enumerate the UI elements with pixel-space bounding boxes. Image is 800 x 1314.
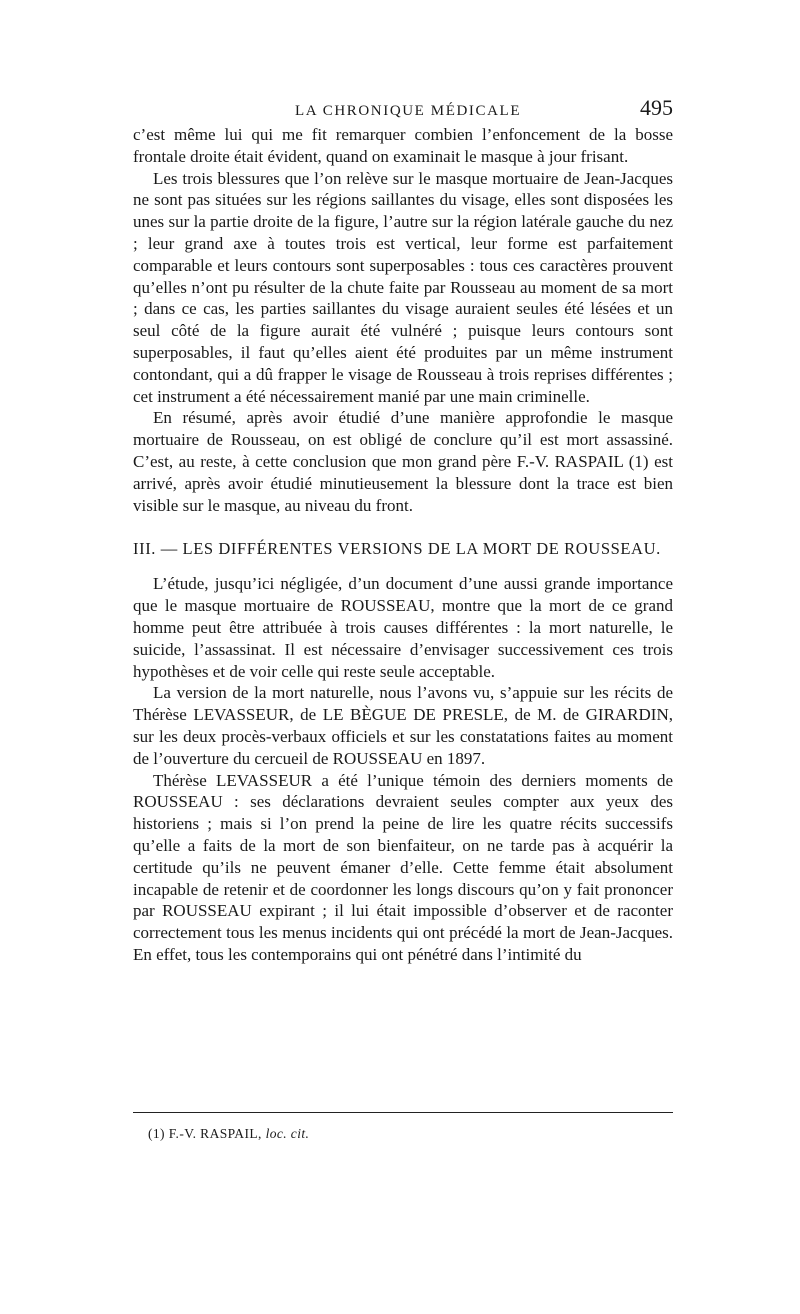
- body-text: [133, 124, 673, 966]
- section-heading: III. — LES DIFFÉRENTES VERSIONS DE LA MORT DE ROUSSEAU.: [133, 539, 661, 559]
- paragraph: En résumé, après avoir étudié d’une manière approfondie le masque mortuaire de Rousseau, on est obligé de conclure qu’il est mort assassiné. C’est, au reste, à cette conclusion que mon grand père F.-V. RASPAIL (1) est arrivé, après avoir étudié minutieusement la blessure dont la trace est bien visible sur le masque, au niveau du front.: [133, 408, 673, 515]
- paragraph: La version de la mort naturelle, nous l’avons vu, s’appuie sur les récits de Thérèse LEVASSEUR, de LE BÈGUE DE PRESLE, de M. de GIRARDIN, sur les deux procès-verbaux officiels et sur les constatations faites au moment de l’ouverture du cercueil de ROUSSEAU en 1897.: [133, 683, 673, 768]
- footnote: [148, 1126, 309, 1142]
- footnote-marker: (1) F.-V. RASPAIL,: [148, 1126, 262, 1141]
- footnote-divider: [133, 1112, 673, 1113]
- page-number: 495: [640, 95, 673, 120]
- paragraph: c’est même lui qui me fit remarquer combien l’enfoncement de la bosse frontale droite était évident, quand on examinait le masque à jour frisant.: [133, 125, 673, 166]
- running-title: LA CHRONIQUE MÉDICALE: [295, 103, 522, 119]
- footnote-reference: loc. cit.: [265, 1126, 310, 1141]
- paragraph: Les trois blessures que l’on relève sur le masque mortuaire de Jean-Jacques ne sont pas situées sur les régions saillantes du visage, elles sont disposées les unes sur la partie droite de la figure, l’autre sur la région latérale gauche du nez ; leur grand axe à toutes trois est vertical, leur forme est parfaitement comparable et leurs contours sont superposables : tous ces caractères prouvent qu’elles n’ont pu résulter de la chute faite par Rousseau au moment de sa mort ; dans ce cas, les parties saillantes du visage auraient seules été lésées et un seul côté de la figure aurait été vulnéré ; puisque leurs contours sont superposables, il faut qu’elles aient été produites par un même instrument contondant, qui a dû frapper le visage de Rousseau à trois reprises différentes ; cet instrument a été nécessairement manié par une main criminelle.: [133, 168, 673, 406]
- paragraph: Thérèse LEVASSEUR a été l’unique témoin des derniers moments de ROUSSEAU : ses déclarations devraient seules compter aux yeux des historiens ; mais si l’on prend la peine de lire les quatre récits successifs qu’elle a faits de la mort de son bienfaiteur, on ne tarde pas à acquérir la certitude qu’ils ne peuvent émaner d’elle. Cette femme était absolument incapable de retenir et de coordonner les longs discours qu’on y fait prononcer par ROUSSEAU expirant ; il lui était impossible d’observer et de raconter correctement tous les menus incidents qui ont précédé la mort de Jean-Jacques. En effet, tous les contemporains qui ont pénétré dans l’intimité du: [133, 770, 673, 964]
- paragraph: L’étude, jusqu’ici négligée, d’un document d’une aussi grande importance que le masque mortuaire de ROUSSEAU, montre que la mort de ce grand homme peut être attribuée à trois causes différentes : la mort naturelle, le suicide, l’assassinat. Il est nécessaire d’envisager successivement ces trois hypothèses et de voir celle qui reste seule acceptable.: [133, 574, 673, 681]
- page-header: [133, 95, 673, 125]
